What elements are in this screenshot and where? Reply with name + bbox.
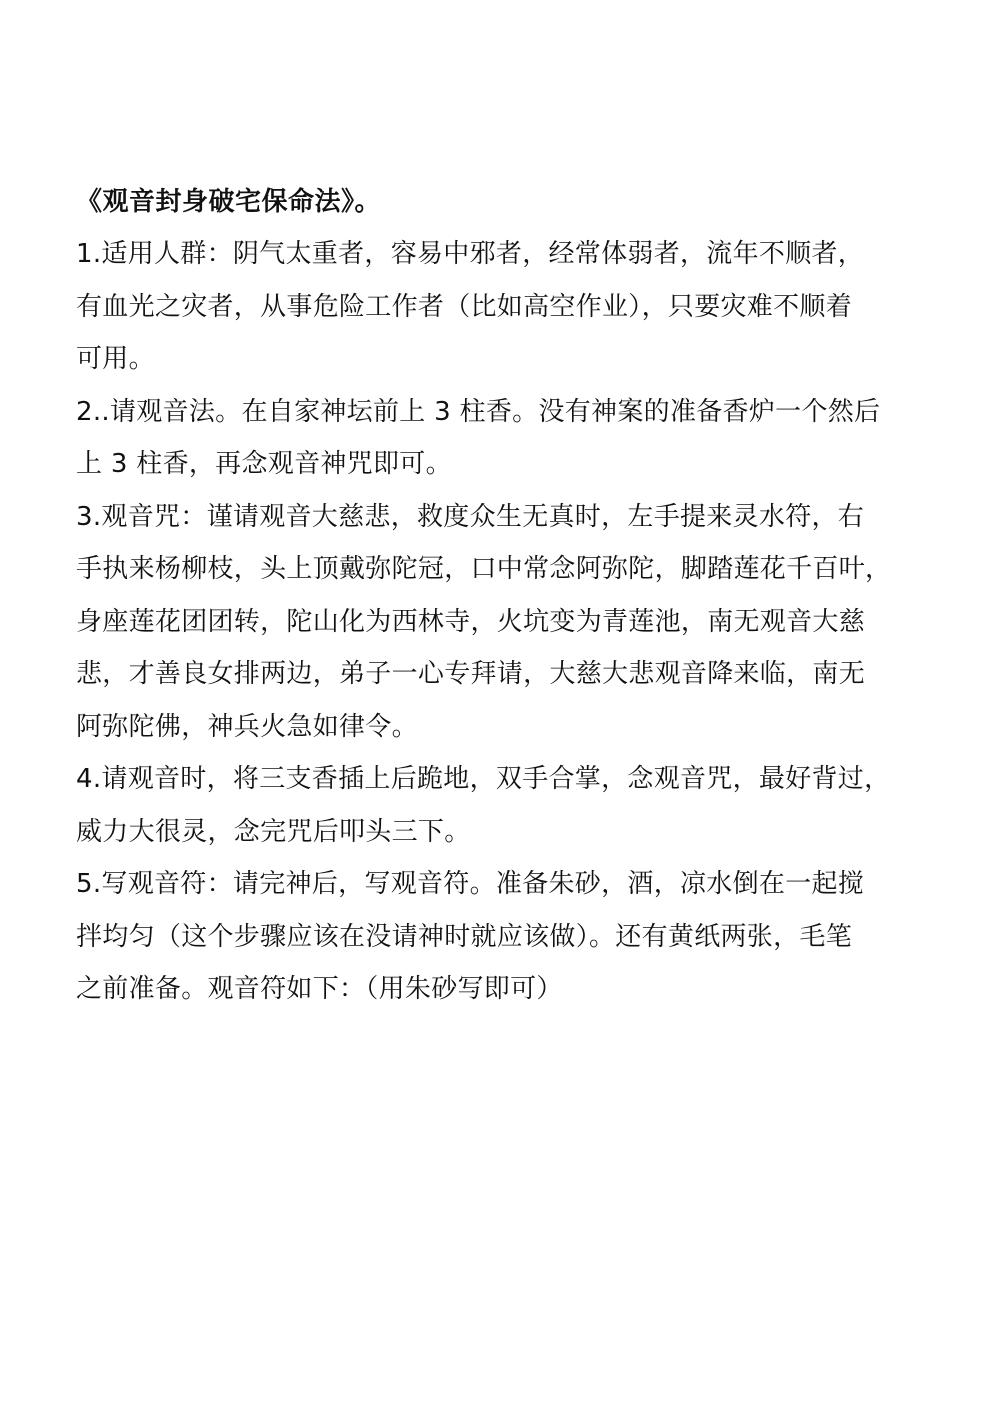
document-title: 《观音封身破宅保命法》。 — [76, 187, 382, 217]
text-line: 4.请观音时，将三支香插上后跪地，双手合掌，念观音咒，最好背过， — [76, 764, 891, 794]
text-line: 有血光之灾者，从事危险工作者（比如高空作业），只要灾难不顺着 — [76, 291, 853, 322]
text-line: 阿弥陀佛，神兵火急如律令。 — [76, 711, 418, 742]
text-line: 2..请观音法。在自家神坛前上 3 柱香。没有神案的准备香炉一个然后 — [76, 396, 881, 427]
text-line: 身座莲花团团转，陀山化为西林寺，火坑变为青莲池，南无观音大慈 — [76, 606, 866, 637]
text-line: 1.适用人群：阴气太重者，容易中邪者，经常体弱者，流年不顺者， — [76, 239, 865, 269]
text-line: 拌均匀（这个步骤应该在没请神时就应该做）。还有黄纸两张，毛笔 — [76, 921, 853, 952]
text-line: 悲，才善良女排两边，弟子一心专拜请，大慈大悲观音降来临，南无 — [76, 659, 866, 689]
text-line: 5.写观音符：请完神后，写观音符。准备朱砂，酒，凉水倒在一起搅 — [76, 869, 865, 899]
text-line: 之前准备。观音符如下：（用朱砂写即可） — [76, 974, 563, 1004]
text-line: 可用。 — [76, 344, 155, 374]
text-line: 威力大很灵，念完咒后叩头三下。 — [76, 816, 471, 847]
text-line: 手执来杨柳枝，头上顶戴弥陀冠，口中常念阿弥陀，脚踏莲花千百叶， — [76, 554, 892, 584]
document-body — [76, 176, 936, 1016]
text-line: 上 3 柱香，再念观音神咒即可。 — [76, 449, 452, 479]
text-line: 3.观音咒：谨请观音大慈悲，救度众生无真时，左手提来灵水符，右 — [76, 501, 865, 532]
